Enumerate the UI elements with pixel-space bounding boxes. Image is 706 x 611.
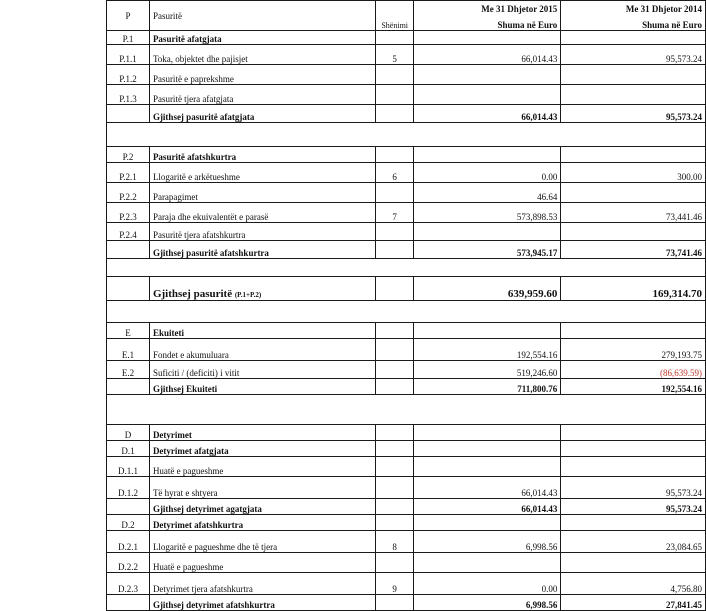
header-year2-unit: Shuma në Euro [642, 20, 702, 30]
row-label: Toka, objektet dhe pajisjet [149, 45, 375, 65]
row-code: D [107, 425, 150, 441]
total-label: Gjithsej pasuritë afatshkurtra [149, 241, 375, 259]
row-code: D.1.1 [107, 457, 150, 477]
total-value-2014: 27,841.45 [561, 595, 706, 611]
table-row-d23 [107, 573, 706, 595]
row-value-2015: 0.00 [414, 573, 561, 595]
row-label: Pasuritë tjera afatgjata [149, 85, 375, 105]
header-year2 [561, 1, 706, 31]
section-title: Detyrimet afatshkurtra [149, 515, 375, 531]
table-row-p12 [107, 65, 706, 85]
total-row-d1 [107, 499, 706, 515]
row-code: P.2.2 [107, 183, 150, 203]
row-note: 7 [375, 203, 413, 223]
row-code: P.2 [107, 147, 150, 163]
row-value-2015: 66,014.43 [414, 45, 561, 65]
section-row-e [107, 323, 706, 339]
section-row-d1 [107, 441, 706, 457]
row-value-2015: 46.64 [414, 183, 561, 203]
total-value-2015: 711,800.76 [414, 379, 561, 395]
row-value-2015: 192,554.16 [414, 339, 561, 361]
header-year2-date: Me 31 Dhjetor 2014 [625, 4, 702, 14]
row-note: 6 [375, 163, 413, 183]
total-value-2015: 66,014.43 [414, 499, 561, 515]
table-row-p21 [107, 163, 706, 183]
row-code: D.2.2 [107, 553, 150, 573]
row-label: Suficiti / (deficiti) i vitit [149, 361, 375, 379]
row-value-2015: 66,014.43 [414, 477, 561, 499]
grand-total-text: Gjithsej pasuritë [152, 288, 233, 300]
total-label: Gjithsej detyrimet afatshkurtra [149, 595, 375, 611]
row-note: 8 [375, 531, 413, 553]
row-value-2014: 279,193.75 [561, 339, 706, 361]
row-value-2014: 95,573.24 [561, 45, 706, 65]
total-label: Gjithsej detyrimet agatgjata [149, 499, 375, 515]
spacer-row [107, 123, 706, 147]
row-value-2015: 519,246.60 [414, 361, 561, 379]
row-value-2014: 300.00 [561, 163, 706, 183]
row-label: Të hyrat e shtyera [149, 477, 375, 499]
row-value-2015: 573,898.53 [414, 203, 561, 223]
table-row-e1 [107, 339, 706, 361]
table-row-d12 [107, 477, 706, 499]
table-header-row [107, 1, 706, 31]
grand-total-suffix: (P.1+P.2) [234, 291, 262, 299]
total-row-p2 [107, 241, 706, 259]
row-code: P.1.3 [107, 85, 150, 105]
row-value-2014: 73,441.46 [561, 203, 706, 223]
balance-sheet-table [106, 0, 706, 611]
header-col-note: Shënimi [375, 1, 413, 31]
table-row-p24 [107, 223, 706, 241]
section-row-d [107, 425, 706, 441]
row-code: E.1 [107, 339, 150, 361]
table-row-p22 [107, 183, 706, 203]
row-label: Huatë e pagueshme [149, 553, 375, 573]
row-code: P.1.2 [107, 65, 150, 85]
spacer-row [107, 259, 706, 277]
total-value-2014: 95,573.24 [561, 499, 706, 515]
grand-total-label [149, 277, 375, 301]
total-row-e [107, 379, 706, 395]
row-label: Pasuritë tjera afatshkurtra [149, 223, 375, 241]
grand-total-assets-row [107, 277, 706, 301]
row-code: P.1.1 [107, 45, 150, 65]
row-code: D.2 [107, 515, 150, 531]
row-code: P.1 [107, 31, 150, 45]
section-title: Pasuritë afatshkurtra [149, 147, 375, 163]
section-row-p2 [107, 147, 706, 163]
header-year1 [414, 1, 561, 31]
total-value-2014: 192,554.16 [561, 379, 706, 395]
table-row-p11 [107, 45, 706, 65]
row-note: 5 [375, 45, 413, 65]
spacer-row [107, 395, 706, 425]
table-row-d21 [107, 531, 706, 553]
row-code: P.2.4 [107, 223, 150, 241]
row-code: P.2.3 [107, 203, 150, 223]
table-row-d22 [107, 553, 706, 573]
row-code: D.1 [107, 441, 150, 457]
row-value-2015: 0.00 [414, 163, 561, 183]
total-value-2015: 66,014.43 [414, 105, 561, 123]
total-label: Gjithsej Ekuiteti [149, 379, 375, 395]
row-code: D.2.3 [107, 573, 150, 595]
row-code: D.1.2 [107, 477, 150, 499]
total-value-2014: 95,573.24 [561, 105, 706, 123]
table-row-e2 [107, 361, 706, 379]
row-value-2014: 4,756.80 [561, 573, 706, 595]
row-label: Llogaritë e pagueshme dhe të tjera [149, 531, 375, 553]
header-col-p: P [107, 1, 150, 31]
row-label: Huatë e pagueshme [149, 457, 375, 477]
section-title: Ekuiteti [149, 323, 375, 339]
row-code: P.2.1 [107, 163, 150, 183]
section-title: Detyrimet afatgjata [149, 441, 375, 457]
row-code: D.2.1 [107, 531, 150, 553]
total-row-p1 [107, 105, 706, 123]
table-row-p13 [107, 85, 706, 105]
row-code: E.2 [107, 361, 150, 379]
total-value-2014: 73,741.46 [561, 241, 706, 259]
section-row-d2 [107, 515, 706, 531]
table-row-d11 [107, 457, 706, 477]
section-title: Pasuritë afatgjata [149, 31, 375, 45]
total-label: Gjithsej pasuritë afatgjata [149, 105, 375, 123]
spacer-row [107, 301, 706, 323]
row-value-2014: 23,084.65 [561, 531, 706, 553]
total-value-2015: 6,998.56 [414, 595, 561, 611]
section-title: Detyrimet [149, 425, 375, 441]
row-label: Pasuritë e paprekshme [149, 65, 375, 85]
total-row-d2 [107, 595, 706, 611]
row-value-2015: 6,998.56 [414, 531, 561, 553]
row-label: Llogaritë e arkëtueshme [149, 163, 375, 183]
row-value-2014: 95,573.24 [561, 477, 706, 499]
header-year1-unit: Shuma në Euro [497, 20, 558, 30]
row-value-2014-negative: (86,639.59) [561, 361, 706, 379]
grand-total-value-2015: 639,959.60 [414, 277, 561, 301]
table-row-p23 [107, 203, 706, 223]
row-label: Detyrimet tjera afatshkurtra [149, 573, 375, 595]
header-year1-date: Me 31 Dhjetor 2015 [481, 4, 558, 14]
row-label: Parapagimet [149, 183, 375, 203]
header-col-label: Pasuritë [149, 1, 375, 31]
section-row-p1 [107, 31, 706, 45]
row-code: E [107, 323, 150, 339]
total-value-2015: 573,945.17 [414, 241, 561, 259]
row-label: Paraja dhe ekuivalentët e parasë [149, 203, 375, 223]
row-label: Fondet e akumuluara [149, 339, 375, 361]
grand-total-value-2014: 169,314.70 [561, 277, 706, 301]
row-note: 9 [375, 573, 413, 595]
